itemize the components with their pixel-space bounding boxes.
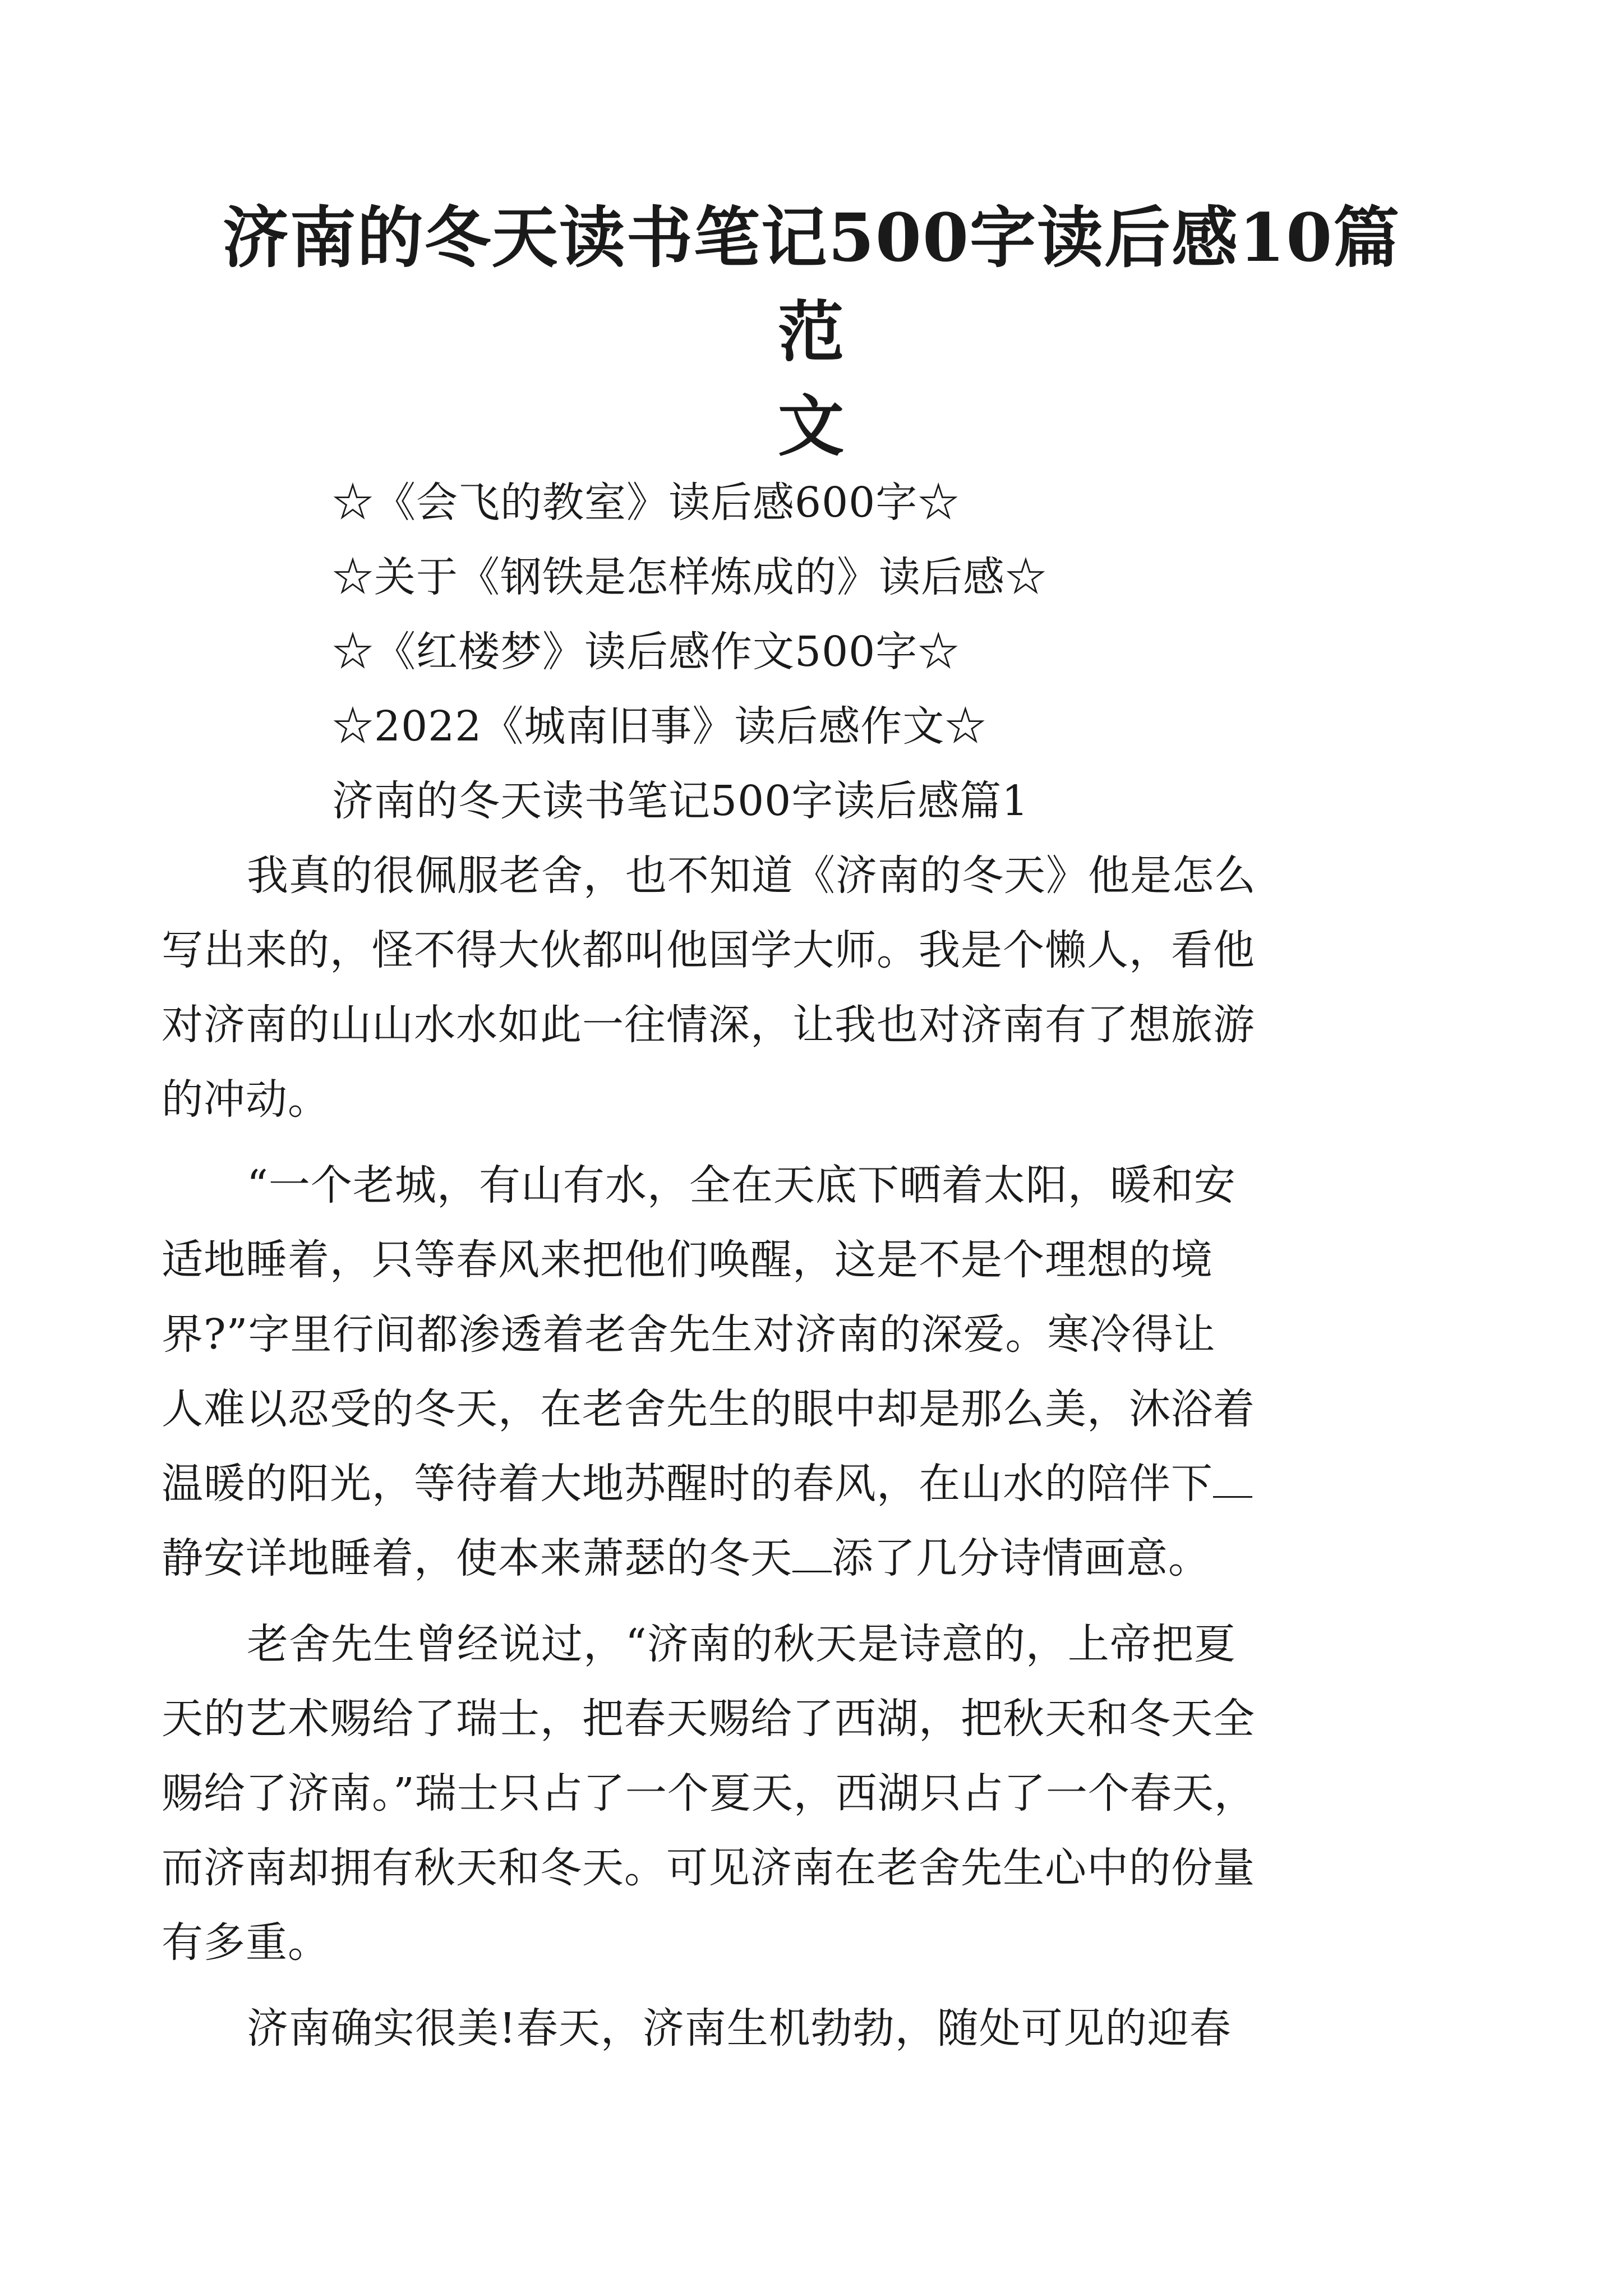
paragraph-line: 人难以忍受的冬天，在老舍先生的眼中却是那么美，沐浴着 xyxy=(162,1385,1255,1433)
related-link[interactable]: ☆关于《钢铁是怎样炼成的》读后感☆ xyxy=(332,553,1047,601)
paragraph-4 xyxy=(162,1991,1380,2066)
fill-blank xyxy=(792,1535,832,1572)
paragraph-line: 界?”字里行间都渗透着老舍先生对济南的深爱。寒冷得让 xyxy=(162,1310,1216,1359)
related-links xyxy=(247,466,1380,764)
paragraph-line: 我真的很佩服老舍，也不知道《济南的冬天》他是怎么 xyxy=(247,852,1256,900)
related-link[interactable]: ☆《会飞的教室》读后感600字☆ xyxy=(332,478,960,527)
paragraph-line: 天的艺术赐给了瑞士，把春天赐给了西湖，把秋天和冬天全 xyxy=(162,1695,1255,1743)
paragraph-text: 添了几分诗情画意。 xyxy=(832,1534,1210,1582)
document-title xyxy=(213,191,1410,473)
paragraph-line: 对济南的山山水水如此一往情深，让我也对济南有了想旅游 xyxy=(162,1001,1255,1049)
paragraph-line: 的冲动。 xyxy=(162,1075,330,1124)
paragraph-line xyxy=(162,1447,1380,1521)
paragraph-line: 赐给了济南。”瑞士只占了一个夏天，西湖只占了一个春天， xyxy=(162,1769,1256,1818)
paragraph-text: 温暖的阳光，等待着大地苏醒时的春风，在山水的陪伴下 xyxy=(162,1460,1213,1508)
fill-blank xyxy=(1213,1460,1252,1498)
paragraph-1 xyxy=(162,839,1380,1137)
paragraph-text: 静安详地睡着，使本来萧瑟的冬天 xyxy=(162,1534,792,1582)
paragraph-line: 有多重。 xyxy=(162,1918,330,1967)
title-line-2: 文 xyxy=(777,387,845,465)
paragraph-3 xyxy=(162,1607,1380,1980)
paragraph-line: 而济南却拥有秋天和冬天。可见济南在老舍先生心中的份量 xyxy=(162,1844,1255,1892)
section-heading: 济南的冬天读书笔记500字读后感篇1 xyxy=(332,777,1029,825)
paragraph-2 xyxy=(162,1148,1380,1596)
paragraph-line: 写出来的，怪不得大伙都叫他国学大师。我是个懒人，看他 xyxy=(162,926,1255,974)
paragraph-line: “一个老城，有山有水，全在天底下晒着太阳，暖和安 xyxy=(247,1161,1236,1209)
paragraph-line xyxy=(162,1521,1380,1596)
document-body xyxy=(162,466,1380,2066)
related-link[interactable]: ☆《红楼梦》读后感作文500字☆ xyxy=(332,628,960,676)
paragraph-line: 济南确实很美!春天，济南生机勃勃，随处可见的迎春 xyxy=(247,2004,1232,2053)
paragraph-line: 老舍先生曾经说过，“济南的秋天是诗意的，上帝把夏 xyxy=(247,1620,1236,1668)
paragraph-line: 适地睡着，只等春风来把他们唤醒，这是不是个理想的境 xyxy=(162,1236,1213,1284)
title-line-1: 济南的冬天读书笔记500字读后感10篇范 xyxy=(222,199,1401,371)
related-link[interactable]: ☆2022《城南旧事》读后感作文☆ xyxy=(332,702,987,751)
